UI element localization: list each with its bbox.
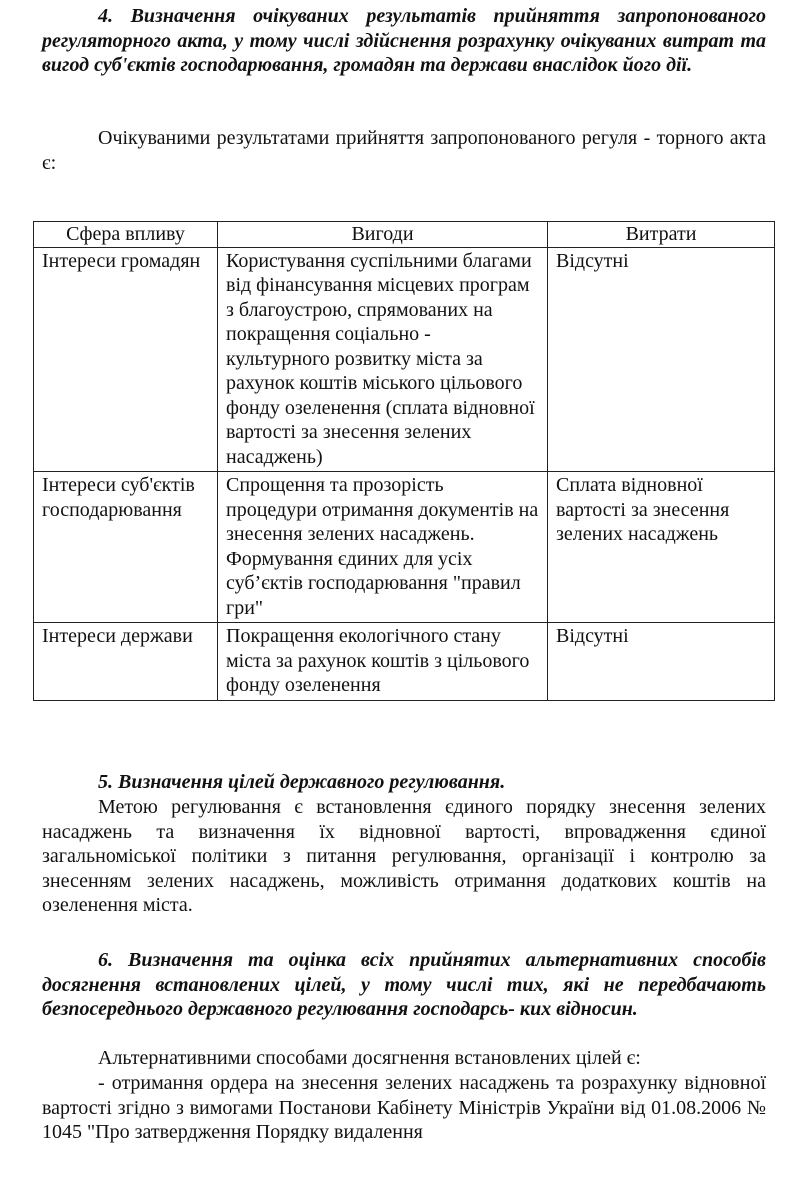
- header-sphere: Сфера впливу: [34, 222, 218, 248]
- section-5-text: Метою регулювання є встановлення єдиного порядку знесення зелених насаджень та визначення їх відновної вартості, впровадження єдиної загальноміської політики з питання регулювання, організації і контролю за знесенням зелених насаджень, можливість отримання додаткових коштів на озеленення міста.: [42, 796, 766, 916]
- impact-table: [33, 221, 775, 701]
- benefits-cell: Користування суспільними благами від фінансування місцевих програм з благоустрою, спрямованих на покращення соціально - культурного розвитку міста за рахунок коштів міського цільового фонду озеленення (сплата відновної вартості за знесення зелених насаджень): [218, 247, 548, 472]
- section-6-item-1: - отримання ордера на знесення зелених насаджень та розрахунку відновної вартості згідно з вимогами Постанови Кабінету Міністрів України від 01.08.2006 № 1045 "Про затвердження Порядку видалення: [42, 1072, 766, 1143]
- sphere-cell: Інтереси громадян: [34, 247, 218, 472]
- benefits-cell: Покращення екологічного стану міста за рахунок коштів з цільового фонду озеленення: [218, 623, 548, 701]
- table-header-row: [34, 222, 775, 248]
- sphere-cell: Інтереси суб'єктів господарювання: [34, 472, 218, 623]
- table-row: [34, 247, 775, 472]
- table-row: [34, 623, 775, 701]
- header-costs: Витрати: [548, 222, 775, 248]
- sphere-cell: Інтереси держави: [34, 623, 218, 701]
- costs-cell: Сплата відновної вартості за знесення зелених насаджень: [548, 472, 775, 623]
- costs-cell: Відсутні: [548, 623, 775, 701]
- section-5-heading: 5. Визначення цілей державного регулювання.: [98, 771, 506, 793]
- section-6-intro: Альтернативними способами досягнення встановлених цілей є:: [98, 1047, 641, 1069]
- costs-cell: Відсутні: [548, 247, 775, 472]
- header-benefits: Вигоди: [218, 222, 548, 248]
- section-6-heading: 6. Визначення та оцінка всіх прийнятих альтернативних способів досягнення встановлених цілей, у тому числі тих, які не передбачають безпосереднього державного регулювання господарсь- ких відносин.: [42, 949, 766, 1020]
- benefits-cell: Спрощення та прозорість процедури отримання документів на знесення зелених насаджень. Формування єдиних для усіх суб’єктів господарювання "правил гри": [218, 472, 548, 623]
- section-4-intro: Очікуваними результатами прийняття запропонованого регуля - торного акта є:: [42, 127, 766, 174]
- section-4-heading: 4. Визначення очікуваних результатів прийняття запропонованого регуляторного акта, у тому числі здійснення розрахунку очікуваних витрат та вигод суб'єктів господарювання, громадян та держави внаслідок його дії.: [42, 5, 766, 76]
- table-row: [34, 472, 775, 623]
